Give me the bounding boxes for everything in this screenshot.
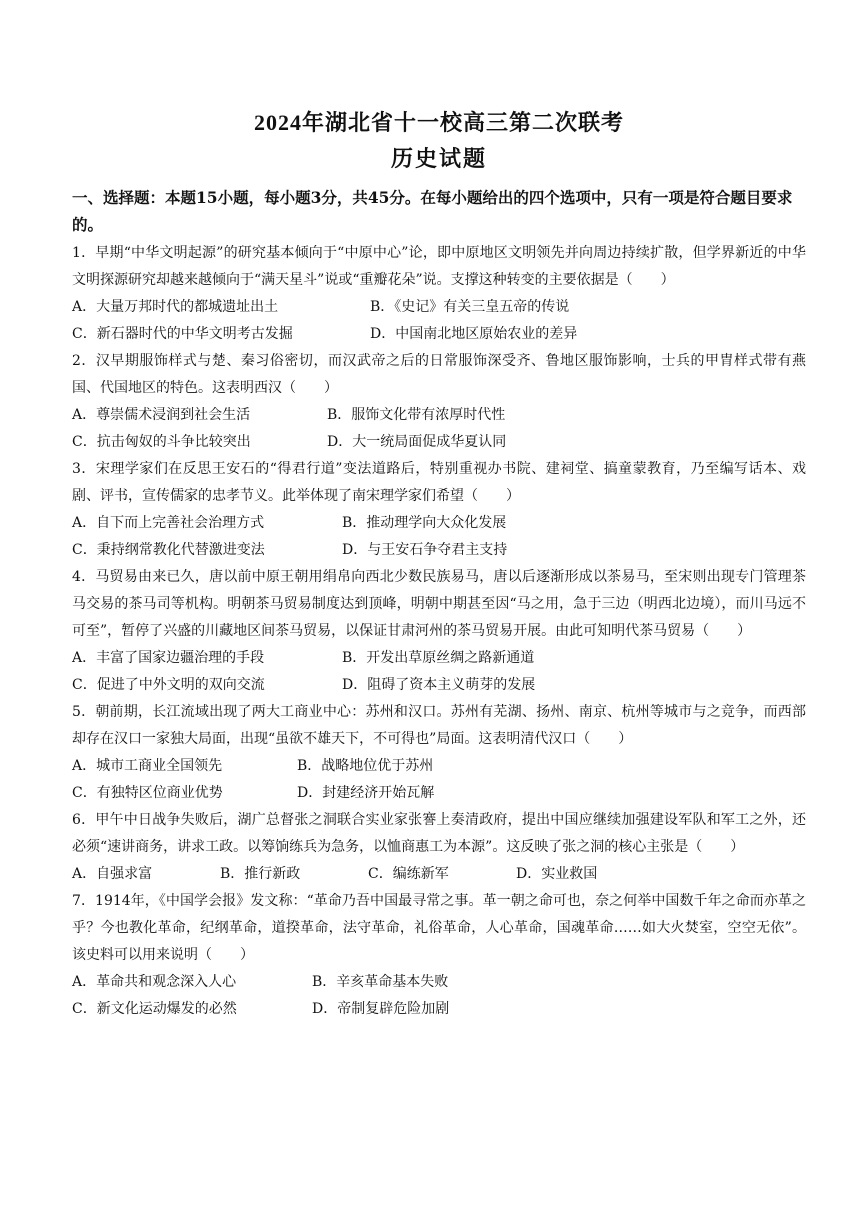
option-d: D．与王安石争夺君主支持 (342, 542, 508, 558)
option-c: C．秉持纲常教化代替激进变法 (72, 542, 265, 558)
option-a: A．城市工商业全国领先 (72, 758, 223, 774)
option-b: B．推行新政 (220, 866, 301, 882)
question-1 (72, 240, 806, 348)
option-b: B．战略地位优于苏州 (297, 758, 434, 774)
option-d: D．阻碍了资本主义萌芽的发展 (342, 677, 536, 693)
option-c: C．有独特区位商业优势 (72, 785, 223, 801)
options-row (72, 996, 806, 1023)
question-stem: 6．甲午中日战争失败后，湖广总督张之洞联合实业家张謇上奏清政府，提出中国应继续加强建设军队和军工之外，还必须“速讲商务，讲求工政。以筹饷练兵为急务，以恤商惠工为本源”。这反映了张之洞的核心主张是（ ） (72, 812, 806, 855)
option-b: B．《史记》有关三皇五帝的传说 (370, 299, 570, 315)
exam-title: 2024年湖北省十一校高三第二次联考 (253, 110, 624, 135)
options-row (72, 510, 806, 537)
options-row (72, 294, 806, 321)
question-stem: 2．汉早期服饰样式与楚、秦习俗密切，而汉武帝之后的日常服饰深受齐、鲁地区服饰影响，士兵的甲胄样式带有燕国、代国地区的特色。这表明西汉（ ） (72, 353, 806, 396)
option-a: A．尊崇儒术浸润到社会生活 (72, 407, 251, 423)
options-row (72, 429, 806, 456)
option-a: A．自下而上完善社会治理方式 (72, 515, 265, 531)
options-row (72, 753, 806, 780)
option-b: B．服饰文化带有浓厚时代性 (327, 407, 506, 423)
question-stem: 1．早期“中华文明起源”的研究基本倾向于“中原中心”论，即中原地区文明领先并向周边持续扩散，但学界新近的中华文明探源研究却越来越倾向于“满天星斗”说或“重瓣花朵”说。支撑这种转变的主要依据是（ ） (72, 245, 806, 288)
options-row (72, 861, 806, 888)
option-c: C．新文化运动爆发的必然 (72, 1001, 237, 1017)
question-stem: 7．1914年，《中国学会报》发文称：“革命乃吾中国最寻常之事。革一朝之命可也，奈之何举中国数千年之命而亦革之乎？今也教化革命，纪纲革命，道揆革命，法守革命，礼俗革命，人心革命，国魂革命……如大火焚室，空空无依”。该史料可以用来说明（ ） (72, 893, 806, 963)
question-6 (72, 807, 806, 888)
question-2 (72, 348, 806, 456)
question-stem: 5．朝前期，长江流域出现了两大工商业中心：苏州和汉口。苏州有芜湖、扬州、南京、杭州等城市与之竞争，而西部却存在汉口一家独大局面，出现“虽欲不雄天下，不可得也”局面。这表明清代汉口（ ） (72, 704, 806, 747)
exam-subtitle: 历史试题 (390, 146, 487, 171)
question-3 (72, 456, 806, 564)
option-d: D．实业救国 (516, 866, 598, 882)
options-row (72, 402, 806, 429)
option-b: B．辛亥革命基本失败 (312, 974, 449, 990)
question-4 (72, 564, 806, 699)
option-d: D．大一统局面促成华夏认同 (327, 434, 507, 450)
option-c: C．新石器时代的中华文明考古发掘 (72, 326, 293, 342)
option-d: D．帝制复辟危险加剧 (312, 1001, 450, 1017)
options-row (72, 780, 806, 807)
options-row (72, 645, 806, 672)
section-heading: 一、选择题：本题15小题，每小题3分，共45分。在每小题给出的四个选项中，只有一项是符合题目要求的。 (72, 188, 793, 234)
options-row (72, 537, 806, 564)
option-c: C．编练新军 (368, 866, 449, 882)
option-c: C．促进了中外文明的双向交流 (72, 677, 265, 693)
question-7 (72, 888, 806, 1023)
options-row (72, 969, 806, 996)
option-c: C．抗击匈奴的斗争比较突出 (72, 434, 251, 450)
option-a: A．丰富了国家边疆治理的手段 (72, 650, 265, 666)
option-b: B．推动理学向大众化发展 (342, 515, 507, 531)
question-5 (72, 699, 806, 807)
option-a: A．自强求富 (72, 866, 153, 882)
option-b: B．开发出草原丝绸之路新通道 (342, 650, 535, 666)
question-stem: 4．马贸易由来已久，唐以前中原王朝用绢帛向西北少数民族易马，唐以后逐渐形成以茶易马，至宋则出现专门管理茶马交易的茶马司等机构。明朝茶马贸易制度达到顶峰，明朝中期甚至因“马之用，急于三边（明西北边境），而川马远不可至”，暂停了兴盛的川藏地区间茶马贸易，以保证甘肃河州的茶马贸易开展。由此可知明代茶马贸易（ ） (72, 569, 806, 639)
option-a: A．革命共和观念深入人心 (72, 974, 237, 990)
option-d: D．中国南北地区原始农业的差异 (370, 326, 578, 342)
option-d: D．封建经济开始瓦解 (297, 785, 435, 801)
options-row (72, 321, 806, 348)
option-a: A．大量万邦时代的都城遗址出土 (72, 299, 279, 315)
options-row (72, 672, 806, 699)
question-stem: 3．宋理学家们在反思王安石的“得君行道”变法道路后，特别重视办书院、建祠堂、搞童蒙教育，乃至编写话本、戏剧、评书，宣传儒家的忠孝节义。此举体现了南宋理学家们希望（ ） (72, 461, 806, 504)
